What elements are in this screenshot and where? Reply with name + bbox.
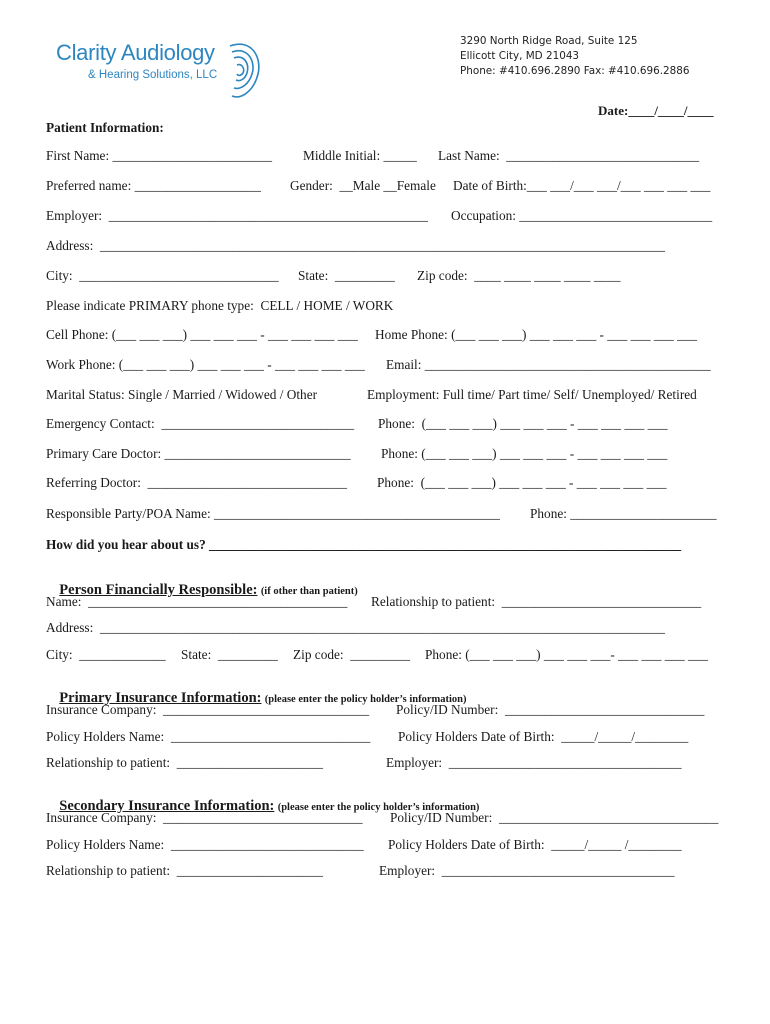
financial-city-field[interactable]: City: _____________ — [46, 647, 166, 662]
employment-status-field[interactable]: Employment: Full time/ Part time/ Self/ Unemployed/ Retired — [367, 387, 697, 402]
financial-heading-note: (if other than patient) — [260, 586, 358, 597]
logo-tagline: & Hearing Solutions, LLC — [88, 69, 218, 81]
financial-address-field[interactable]: Address: _____________________________________________________________________________________ — [46, 620, 666, 635]
referring-doctor-field[interactable]: Referring Doctor: ______________________________ — [46, 475, 347, 490]
patient-info-heading: Patient Information: — [46, 120, 164, 135]
financial-phone-field[interactable]: Phone: (___ ___ ___) ___ ___ ___- ___ ___ ___ ___ — [425, 647, 708, 662]
marital-status-field[interactable]: Marital Status: Single / Married / Widowed / Other — [46, 387, 318, 402]
secondary-policy-id-field[interactable]: Policy/ID Number: _________________________________ — [390, 810, 719, 825]
address-street: 3290 North Ridge Road, Suite 125 — [460, 35, 638, 47]
date-of-birth-field[interactable]: Date of Birth:___ ___/___ ___/___ ___ ___ ___ — [453, 178, 711, 193]
referring-phone-field[interactable]: Phone: (___ ___ ___) ___ ___ ___ - ___ ___ ___ ___ — [377, 475, 667, 490]
primary-care-phone-field[interactable]: Phone: (___ ___ ___) ___ ___ ___ - ___ ___ ___ ___ — [381, 446, 668, 461]
primary-policy-id-field[interactable]: Policy/ID Number: ______________________________ — [396, 702, 705, 717]
responsible-party-phone-field[interactable]: Phone: ______________________ — [530, 506, 717, 521]
emergency-phone-field[interactable]: Phone: (___ ___ ___) ___ ___ ___ - ___ ___ ___ ___ — [378, 416, 668, 431]
last-name-field[interactable]: Last Name: _____________________________ — [438, 148, 700, 163]
employer-field[interactable]: Employer: ________________________________________________ — [46, 208, 428, 223]
logo-name: Clarity Audiology — [56, 40, 215, 65]
city-field[interactable]: City: ______________________________ — [46, 268, 279, 283]
primary-phone-type[interactable]: Please indicate PRIMARY phone type: CELL / HOME / WORK — [46, 298, 394, 313]
secondary-policy-holder-name-field[interactable]: Policy Holders Name: _____________________________ — [46, 837, 364, 852]
financial-relationship-field[interactable]: Relationship to patient: ______________________________ — [371, 594, 702, 609]
first-name-field[interactable]: First Name: ________________________ — [46, 148, 273, 163]
address-field[interactable]: Address: _____________________________________________________________________________________ — [46, 238, 666, 253]
primary-relationship-field[interactable]: Relationship to patient: ______________________ — [46, 755, 324, 770]
emergency-contact-field[interactable]: Emergency Contact: _____________________________ — [46, 416, 355, 431]
financial-state-field[interactable]: State: _________ — [181, 647, 278, 662]
referral-source-field[interactable]: How did you hear about us? _______________________________________________________________________ — [46, 537, 682, 552]
clinic-address — [460, 34, 689, 79]
primary-insurance-note: (please enter the policy holder’s information) — [264, 694, 467, 705]
date-field[interactable]: Date:____/____/____ — [598, 103, 714, 118]
financial-heading-title: Person Financially Responsible: — [59, 582, 258, 598]
secondary-insurance-title: Secondary Insurance Information: — [59, 798, 275, 814]
primary-care-doctor-field[interactable]: Primary Care Doctor: ____________________________ — [46, 446, 351, 461]
zip-code-field[interactable]: Zip code: ____ ____ ____ ____ ____ — [417, 268, 621, 283]
address-phone-fax: Phone: #410.696.2890 Fax: #410.696.2886 — [460, 65, 690, 77]
clinic-logo — [56, 38, 276, 102]
secondary-policy-holder-dob-field[interactable]: Policy Holders Date of Birth: _____/_____ /________ — [388, 837, 682, 852]
middle-initial-field[interactable]: Middle Initial: _____ — [303, 148, 417, 163]
financial-zip-field[interactable]: Zip code: _________ — [293, 647, 411, 662]
ear-swirl-icon — [222, 38, 262, 100]
email-field[interactable]: Email: ___________________________________________ — [386, 357, 711, 372]
address-city: Ellicott City, MD 21043 — [460, 50, 580, 62]
secondary-relationship-field[interactable]: Relationship to patient: ______________________ — [46, 863, 324, 878]
home-phone-field[interactable]: Home Phone: (___ ___ ___) ___ ___ ___ - ___ ___ ___ ___ — [375, 327, 698, 342]
primary-employer-field[interactable]: Employer: ___________________________________ — [386, 755, 682, 770]
primary-policy-holder-dob-field[interactable]: Policy Holders Date of Birth: _____/_____/________ — [398, 729, 689, 744]
primary-insurance-title: Primary Insurance Information: — [59, 690, 262, 706]
cell-phone-field[interactable]: Cell Phone: (___ ___ ___) ___ ___ ___ - ___ ___ ___ ___ — [46, 327, 358, 342]
work-phone-field[interactable]: Work Phone: (___ ___ ___) ___ ___ ___ - ___ ___ ___ ___ — [46, 357, 365, 372]
preferred-name-field[interactable]: Preferred name: ___________________ — [46, 178, 261, 193]
state-field[interactable]: State: _________ — [298, 268, 395, 283]
secondary-employer-field[interactable]: Employer: ___________________________________ — [379, 863, 675, 878]
secondary-insurance-note: (please enter the policy holder’s information) — [277, 802, 480, 813]
secondary-insurance-company-field[interactable]: Insurance Company: ______________________________ — [46, 810, 363, 825]
financial-name-field[interactable]: Name: _______________________________________ — [46, 594, 348, 609]
gender-field[interactable]: Gender: __Male __Female — [290, 178, 436, 193]
responsible-party-field[interactable]: Responsible Party/POA Name: ___________________________________________ — [46, 506, 500, 521]
primary-insurance-company-field[interactable]: Insurance Company: _______________________________ — [46, 702, 370, 717]
primary-policy-holder-name-field[interactable]: Policy Holders Name: ______________________________ — [46, 729, 371, 744]
occupation-field[interactable]: Occupation: _____________________________ — [451, 208, 713, 223]
